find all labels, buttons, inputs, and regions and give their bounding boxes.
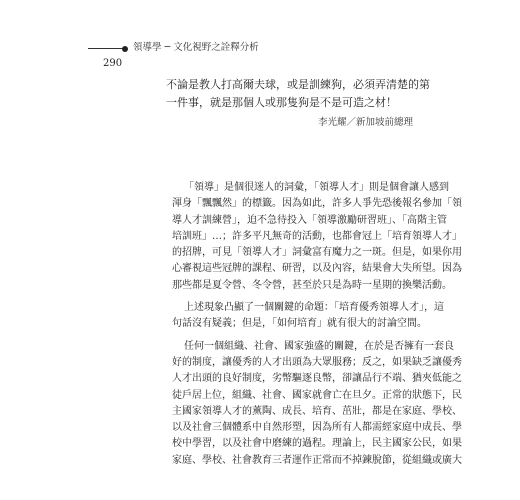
text-line: 培訓班」…；許多平凡無奇的活動，也都會冠上「培育領導人才」 (172, 230, 462, 242)
paragraph (172, 180, 462, 294)
paragraph (172, 300, 444, 333)
epigraph-line: 一件事，就是那個人或那隻狗是不是可造之材！ (166, 95, 397, 109)
text-line: 上述現象凸顯了一個關鍵的命題：「培育優秀領導人才」，這 (184, 302, 444, 314)
text-line: 以及社會三個體系中自然形塑，因為所有人都需經家庭中成長、學 (172, 422, 462, 434)
epigraph-line: 不論是教人打高爾夫球，或是訓練狗，必須弄清楚的第 (166, 78, 430, 91)
running-head-bullet (122, 46, 128, 52)
text-line: 校中學習，以及社會中磨練的過程。理論上，民主國家公民，如果 (172, 438, 462, 450)
paragraph (172, 339, 462, 469)
text-line: 渾身「飄飄然」的標籤。因為如此，許多人爭先恐後報名參加「領 (172, 198, 462, 210)
body-text (172, 180, 462, 469)
epigraph-quote (166, 76, 430, 111)
text-line: 好的制度，讓優秀的人才出頭為大眾服務；反之，如果缺乏讓優秀 (172, 356, 462, 368)
text-line: 句話沒有疑義；但是，「如何培育」就有很大的討論空間。 (172, 318, 427, 330)
epigraph-attribution: 李光耀／新加坡前總理 (318, 117, 414, 128)
text-line: 主國家領導人才的薰陶、成長、培育、茁壯，都是在家庭、學校、 (172, 405, 462, 417)
text-line: 那些都是夏令營、冬令營，甚至於只是為時一星期的換樂活動。 (172, 279, 452, 291)
text-line: 人才出頭的良好制度，劣幣驅逐良幣，卻讓品行不端、猶夾低能之 (172, 373, 462, 385)
running-head-rule (88, 48, 124, 49)
text-line: 的招牌，可見「領導人才」詞彙富有魔力之一斑。但是，如果你用 (172, 247, 462, 259)
text-line: 任何一個組織、社會、國家強盛的關鍵，在於是否擁有一套良 (184, 340, 454, 352)
page-number: 290 (103, 58, 123, 69)
running-head: 領導學 ─ 文化視野之詮釋分析 (133, 42, 259, 53)
text-line: 「領導」是個很迷人的詞彙，「領導人才」則是個會讓人感到 (184, 182, 449, 193)
text-line: 家庭、學校、社會教育三者運作正常而不掉鍊脫節，從組織或廣大 (172, 454, 462, 466)
text-line: 徒戶居上位，組織、社會、國家就會亡在旦夕。正常的狀態下，民 (172, 389, 462, 401)
text-line: 心審視這些冠牌的課程、研習，以及內容，結果會大失所望。因為 (172, 263, 462, 275)
text-line: 導人才訓練營」，迫不急待投入「領導激勵研習班」、「高階主管 (172, 214, 447, 226)
